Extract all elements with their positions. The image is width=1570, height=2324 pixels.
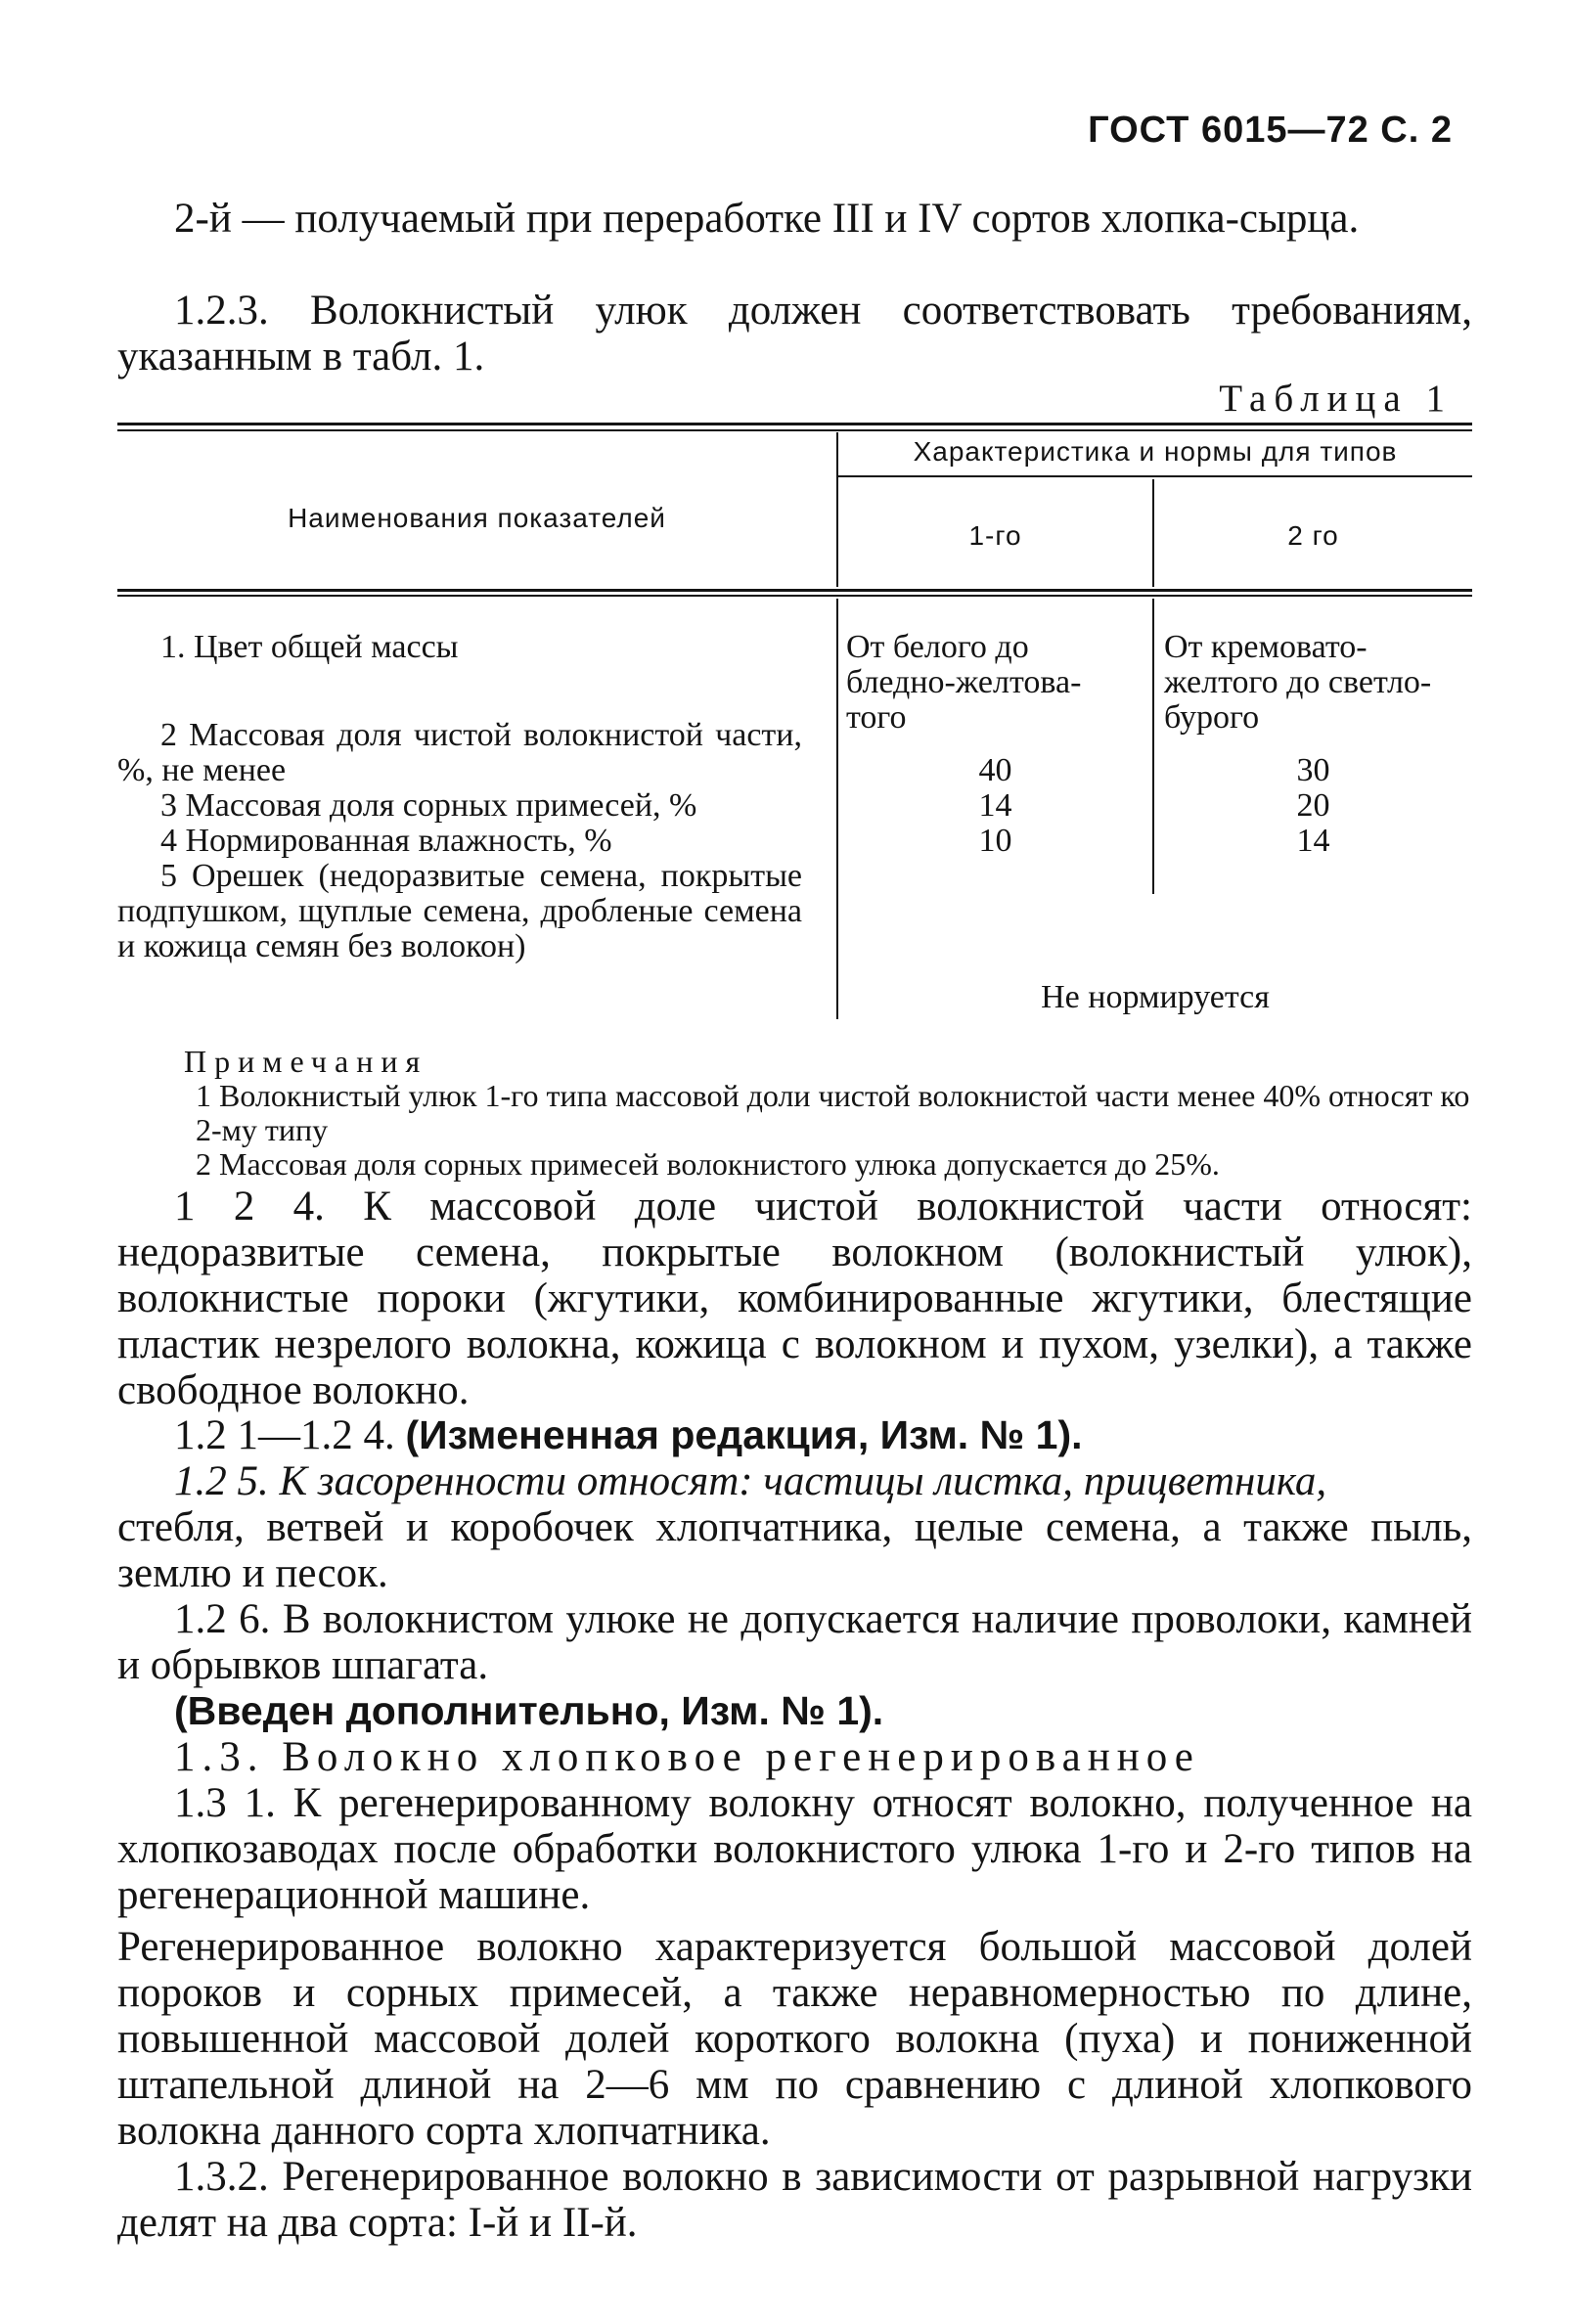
section-1-3-title: 1.3. Волокно хлопковое регенерированное [174,1734,1200,1780]
row-clean-fiber-name: 2 Массовая доля чистой волокнистой части, %, не менее [117,717,802,788]
row-color-type2: От кремовато-желтого до светло-бурого [1164,629,1432,736]
header-norms-group: Характеристика и нормы для типов [913,436,1398,467]
paragraph-1-2-3: 1.2.3. Волокнистый улюк должен соответствовать требованиям, указанным в табл. 1. [117,288,1472,380]
note-2 [196,1147,1475,1182]
row-moisture-type2: 14 [1296,823,1330,859]
table-top-rule [117,423,1472,425]
paragraph-1-2-6-amend [117,1688,1472,1734]
note-1-text: 1 Волокнистый улюк 1-го типа массовой доли чистой волокнистой части менее 40% относят ко 2-му типу [196,1078,1470,1147]
table-header-rule [117,589,1472,592]
amend-range: 1.2 1—1.2 4. [174,1412,395,1458]
paragraph-1-3-1: 1.3 1. К регенерированному волокну относят волокно, полученное на хлопкозаводах после обработки волокнистого улюка 1-го и 2-го типов на регенерационной машине. [117,1780,1472,1918]
table-notes [184,1045,1475,1182]
notes-title: Примечания [184,1044,428,1079]
paragraph-1-2-5: стебля, ветвей и коробочек хлопчатника, целые семена, а также пыль, землю и песок. [117,1504,1472,1596]
row-seeds-name: 5 Орешек (недоразвитые семена, покрытые подпушком, щуплые семена, дробленые семена и кожица семян без волокон) [117,858,802,964]
header-type-2: 2 го [1287,520,1339,551]
note-2-text: 2 Массовая доля сорных примесей волокнистого улюка допускается до 25%. [196,1146,1220,1182]
paragraph-1-2-5-italic: 1.2 5. К засоренности относят: частицы листка, прицветника, [174,1458,1327,1504]
table-header-rule-2 [117,595,1472,597]
header-type-1: 1-го [968,520,1022,551]
row-clean-fiber-type2: 30 [1296,752,1330,788]
row-moisture-name: 4 Нормированная влажность, % [160,823,612,859]
intro-line: 2-й — получаемый при переработке III и IV сортов хлопка-сырца. [174,196,1360,242]
row-moisture-type1: 10 [978,823,1012,859]
table-group-rule [838,475,1472,477]
row-impurities-type1: 14 [978,787,1012,824]
paragraph-1-3-2: 1.3.2. Регенерированное волокно в зависимости от разрывной нагрузки делят на два сорта: I-й и II-й. [117,2154,1472,2246]
header-indicator-name: Наименования показателей [288,503,666,533]
page-header: ГОСТ 6015—72 С. 2 [1088,110,1453,151]
row-impurities-name: 3 Массовая доля сорных примесей, % [160,787,697,824]
paragraph-1-2-1-amend [117,1412,1472,1458]
row-clean-fiber-type1: 40 [978,752,1012,788]
amend-note: (Измененная редакция, Изм. № 1). [405,1412,1083,1457]
paragraph-1-2-4: 1 2 4. К массовой доле чистой волокнистой части относят: недоразвитые семена, покрытые волокном (волокнистый улюк), волокнистые пороки (жгутики, комбинированные жгутики, блестящие пластик незрелого волокна, кожица с волокном и пухом, узелки), а также свободное волокно. [117,1184,1472,1413]
introduced-note: (Введен дополнительно, Изм. № 1). [174,1688,884,1733]
paragraph-1-3-1-desc: Регенерированное волокно характеризуется большой массовой долей пороков и сорных примесей, а также неравномерностью по длине, повышенной массовой долей короткого волокна (пуха) и пониженной штапельной длиной на 2—6 мм по сравнению с длиной хлопкового волокна данного сорта хлопчатника. [117,1924,1472,2154]
note-1 [184,1079,1475,1147]
row-color-name: 1. Цвет общей массы [160,629,459,665]
row-seeds-merged: Не нормируется [1041,979,1270,1015]
row-color-type1: От белого до бледно-желтова-того [846,629,1082,736]
table-top-rule-2 [117,429,1472,431]
notes-list [196,1079,1475,1182]
paragraph-1-2-6: 1.2 6. В волокнистом улюке не допускается наличие проволоки, камней и обрывков шпагата. [117,1596,1472,1688]
requirements-table [117,423,1472,1019]
table-caption: Таблица 1 [1219,378,1453,420]
row-impurities-type2: 20 [1296,787,1330,824]
